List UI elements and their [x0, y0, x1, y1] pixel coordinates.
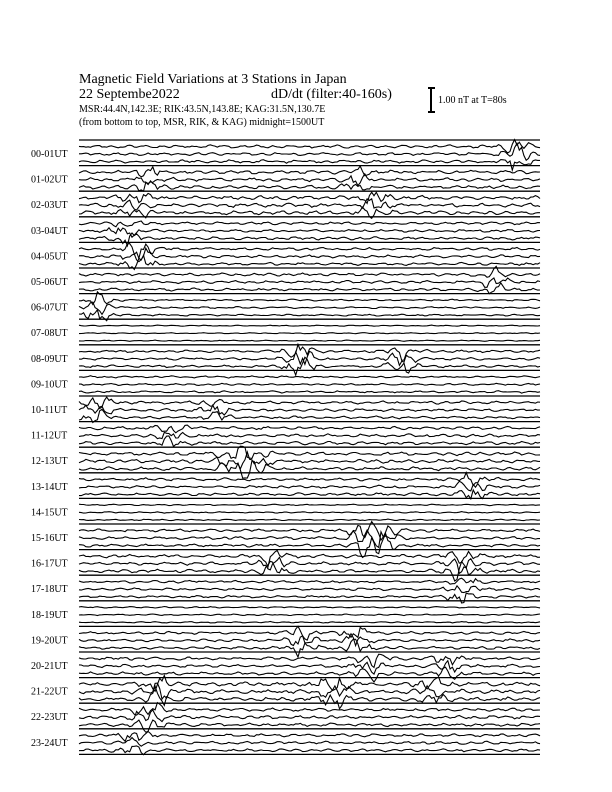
trace-msr-08-09ut: [79, 357, 540, 375]
row-label: 14-15UT: [31, 507, 68, 519]
trace-msr-03-04ut: [79, 233, 540, 246]
trace-rik-18-19ut: [79, 614, 540, 616]
row-label: 03-04UT: [31, 225, 68, 237]
row-label: 08-09UT: [31, 353, 68, 365]
trace-msr-23-24ut: [79, 746, 540, 755]
filter-label: dD/dt (filter:40-160s): [271, 87, 392, 102]
trace-msr-14-15ut: [79, 519, 540, 521]
trace-kag-10-11ut: [79, 397, 540, 408]
trace-rik-09-10ut: [79, 383, 540, 385]
trace-rik-19-20ut: [79, 634, 540, 646]
station-coordinates: MSR:44.4N,142.3E; RIK:43.5N,143.8E; KAG:31.5N,130.7E: [79, 104, 326, 115]
trace-kag-03-04ut: [79, 221, 540, 227]
trace-rik-22-23ut: [79, 710, 540, 722]
scale-bar-label: 1.00 nT at T=80s: [438, 95, 507, 106]
row-label: 09-10UT: [31, 379, 68, 391]
trace-kag-12-13ut: [79, 446, 540, 458]
trace-kag-23-24ut: [79, 732, 540, 742]
trace-rik-14-15ut: [79, 512, 540, 514]
trace-msr-16-17ut: [79, 561, 540, 581]
date-label: 22 Septembe2022: [79, 87, 180, 102]
row-label: 12-13UT: [31, 456, 68, 468]
trace-rik-23-24ut: [79, 738, 540, 747]
row-label: 06-07UT: [31, 302, 68, 314]
row-label: 07-08UT: [31, 328, 68, 340]
trace-kag-11-12ut: [79, 425, 540, 433]
trace-kag-02-03ut: [79, 192, 540, 203]
row-label: 15-16UT: [31, 533, 68, 544]
trace-rik-04-05ut: [79, 248, 540, 262]
trace-rik-06-07ut: [79, 302, 540, 314]
trace-msr-00-01ut: [79, 160, 540, 171]
row-label: 17-18UT: [31, 584, 68, 596]
trace-kag-13-14ut: [79, 473, 540, 486]
trace-kag-17-18ut: [79, 578, 540, 584]
trace-msr-21-22ut: [79, 686, 540, 709]
trace-msr-18-19ut: [79, 622, 540, 624]
trace-msr-12-13ut: [79, 461, 540, 478]
trace-rik-13-14ut: [79, 481, 540, 491]
trace-rik-08-09ut: [79, 351, 540, 365]
row-label: 05-06UT: [31, 277, 68, 288]
row-label: 16-17UT: [31, 558, 68, 570]
trace-rik-11-12ut: [79, 432, 540, 438]
trace-kag-22-23ut: [79, 703, 540, 716]
trace-kag-07-08ut: [79, 325, 540, 326]
trace-kag-00-01ut: [79, 140, 540, 153]
row-label: 02-03UT: [31, 200, 68, 212]
trace-rik-07-08ut: [79, 333, 540, 334]
row-label: 00-01UT: [31, 149, 68, 160]
row-label: 01-02UT: [31, 174, 68, 186]
trace-kag-14-15ut: [79, 504, 540, 506]
trace-msr-05-06ut: [79, 283, 540, 294]
row-label: 23-24UT: [31, 737, 68, 749]
trace-kag-18-19ut: [79, 607, 540, 609]
trace-msr-07-08ut: [79, 340, 540, 341]
row-label: 18-19UT: [31, 609, 68, 621]
trace-msr-10-11ut: [79, 409, 540, 422]
chart-title: Magnetic Field Variations at 3 Stations in Japan: [79, 72, 347, 87]
trace-rik-10-11ut: [79, 405, 540, 415]
trace-msr-22-23ut: [79, 720, 540, 732]
row-label: 20-21UT: [31, 661, 68, 672]
row-label: 22-23UT: [31, 712, 68, 724]
trace-rik-05-06ut: [79, 278, 540, 287]
trace-rik-02-03ut: [79, 199, 540, 210]
trace-msr-11-12ut: [79, 436, 540, 447]
trace-msr-09-10ut: [79, 391, 540, 393]
row-label: 21-22UT: [31, 686, 68, 698]
trace-kag-20-21ut: [79, 654, 540, 667]
trace-rik-03-04ut: [79, 228, 540, 237]
trace-kag-19-20ut: [79, 626, 540, 640]
row-label: 19-20UT: [31, 635, 68, 647]
trace-kag-01-02ut: [79, 166, 540, 177]
row-label: 04-05UT: [31, 251, 68, 263]
trace-rik-17-18ut: [79, 586, 540, 593]
trace-rik-21-22ut: [79, 683, 540, 699]
station-order-note: (from bottom to top, MSR, RIK, & KAG) midnight=1500UT: [79, 117, 325, 128]
trace-rik-20-21ut: [79, 661, 540, 674]
trace-msr-20-21ut: [79, 667, 540, 682]
trace-msr-01-02ut: [79, 181, 540, 191]
trace-kag-09-10ut: [79, 376, 540, 378]
row-label: 13-14UT: [31, 481, 68, 493]
trace-msr-17-18ut: [79, 593, 540, 603]
row-label: 10-11UT: [31, 405, 68, 416]
row-label: 11-12UT: [31, 430, 68, 442]
